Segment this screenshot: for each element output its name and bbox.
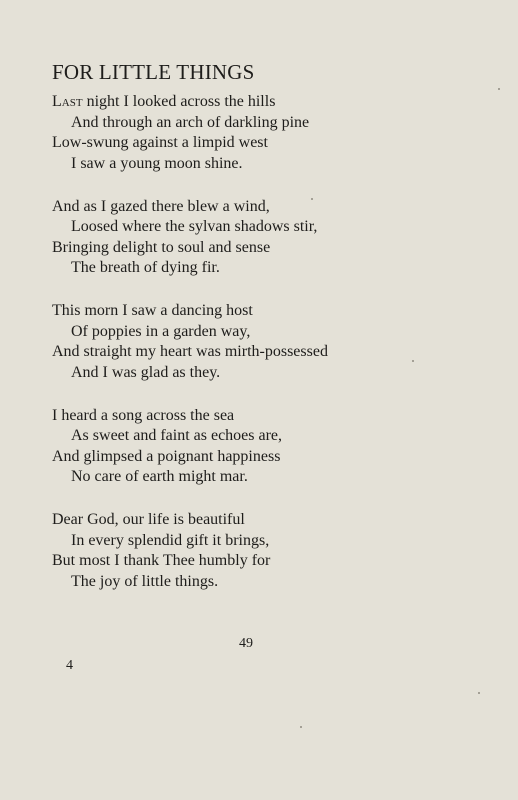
paper-speck (412, 360, 414, 362)
poem-line: I saw a young moon shine. (71, 154, 243, 172)
paper-speck (300, 726, 302, 728)
poem-line: And through an arch of darkling pine (71, 113, 310, 131)
poem-line (52, 92, 492, 113)
stanza (52, 301, 492, 383)
small-caps-opening-word: Last (52, 93, 83, 110)
paper-speck (498, 88, 500, 90)
poem-line: The joy of little things. (71, 572, 219, 590)
poem-line: I heard a song across the sea (52, 406, 235, 424)
poem-line: And as I gazed there blew a wind, (52, 197, 270, 215)
poem-line: Loosed where the sylvan shadows stir, (71, 218, 318, 235)
poem-line: Bringing delight to soul and sense (52, 238, 271, 256)
poem-line: This morn I saw a dancing host (52, 302, 253, 319)
poem-line: Of poppies in a garden way, (71, 322, 251, 340)
poem-body (52, 92, 492, 615)
poem-line: In every splendid gift it brings, (71, 531, 270, 549)
poem-line: And glimpsed a poignant happiness (52, 447, 281, 465)
stanza (52, 510, 492, 592)
poem-line: The breath of dying fir. (71, 259, 220, 276)
poem-line: But most I thank Thee humbly for (52, 552, 271, 569)
paper-speck (311, 198, 313, 200)
paper-speck (478, 692, 480, 694)
printer-signature-mark: 4 (66, 658, 73, 673)
poem-line: No care of earth might mar. (71, 468, 248, 485)
poem-line: Low-swung against a limpid west (52, 134, 268, 151)
page-number: 49 (239, 636, 253, 651)
poem-line: And I was glad as they. (71, 363, 221, 381)
poem-title: FOR LITTLE THINGS (52, 60, 255, 84)
line-text: night I looked across the hills (82, 93, 276, 110)
stanza (52, 197, 492, 279)
poem-line: And straight my heart was mirth-possessed (52, 343, 328, 360)
stanza (52, 92, 492, 174)
stanza (52, 406, 492, 488)
poem-line: As sweet and faint as echoes are, (71, 427, 283, 444)
poem-line: Dear God, our life is beautiful (52, 511, 245, 528)
